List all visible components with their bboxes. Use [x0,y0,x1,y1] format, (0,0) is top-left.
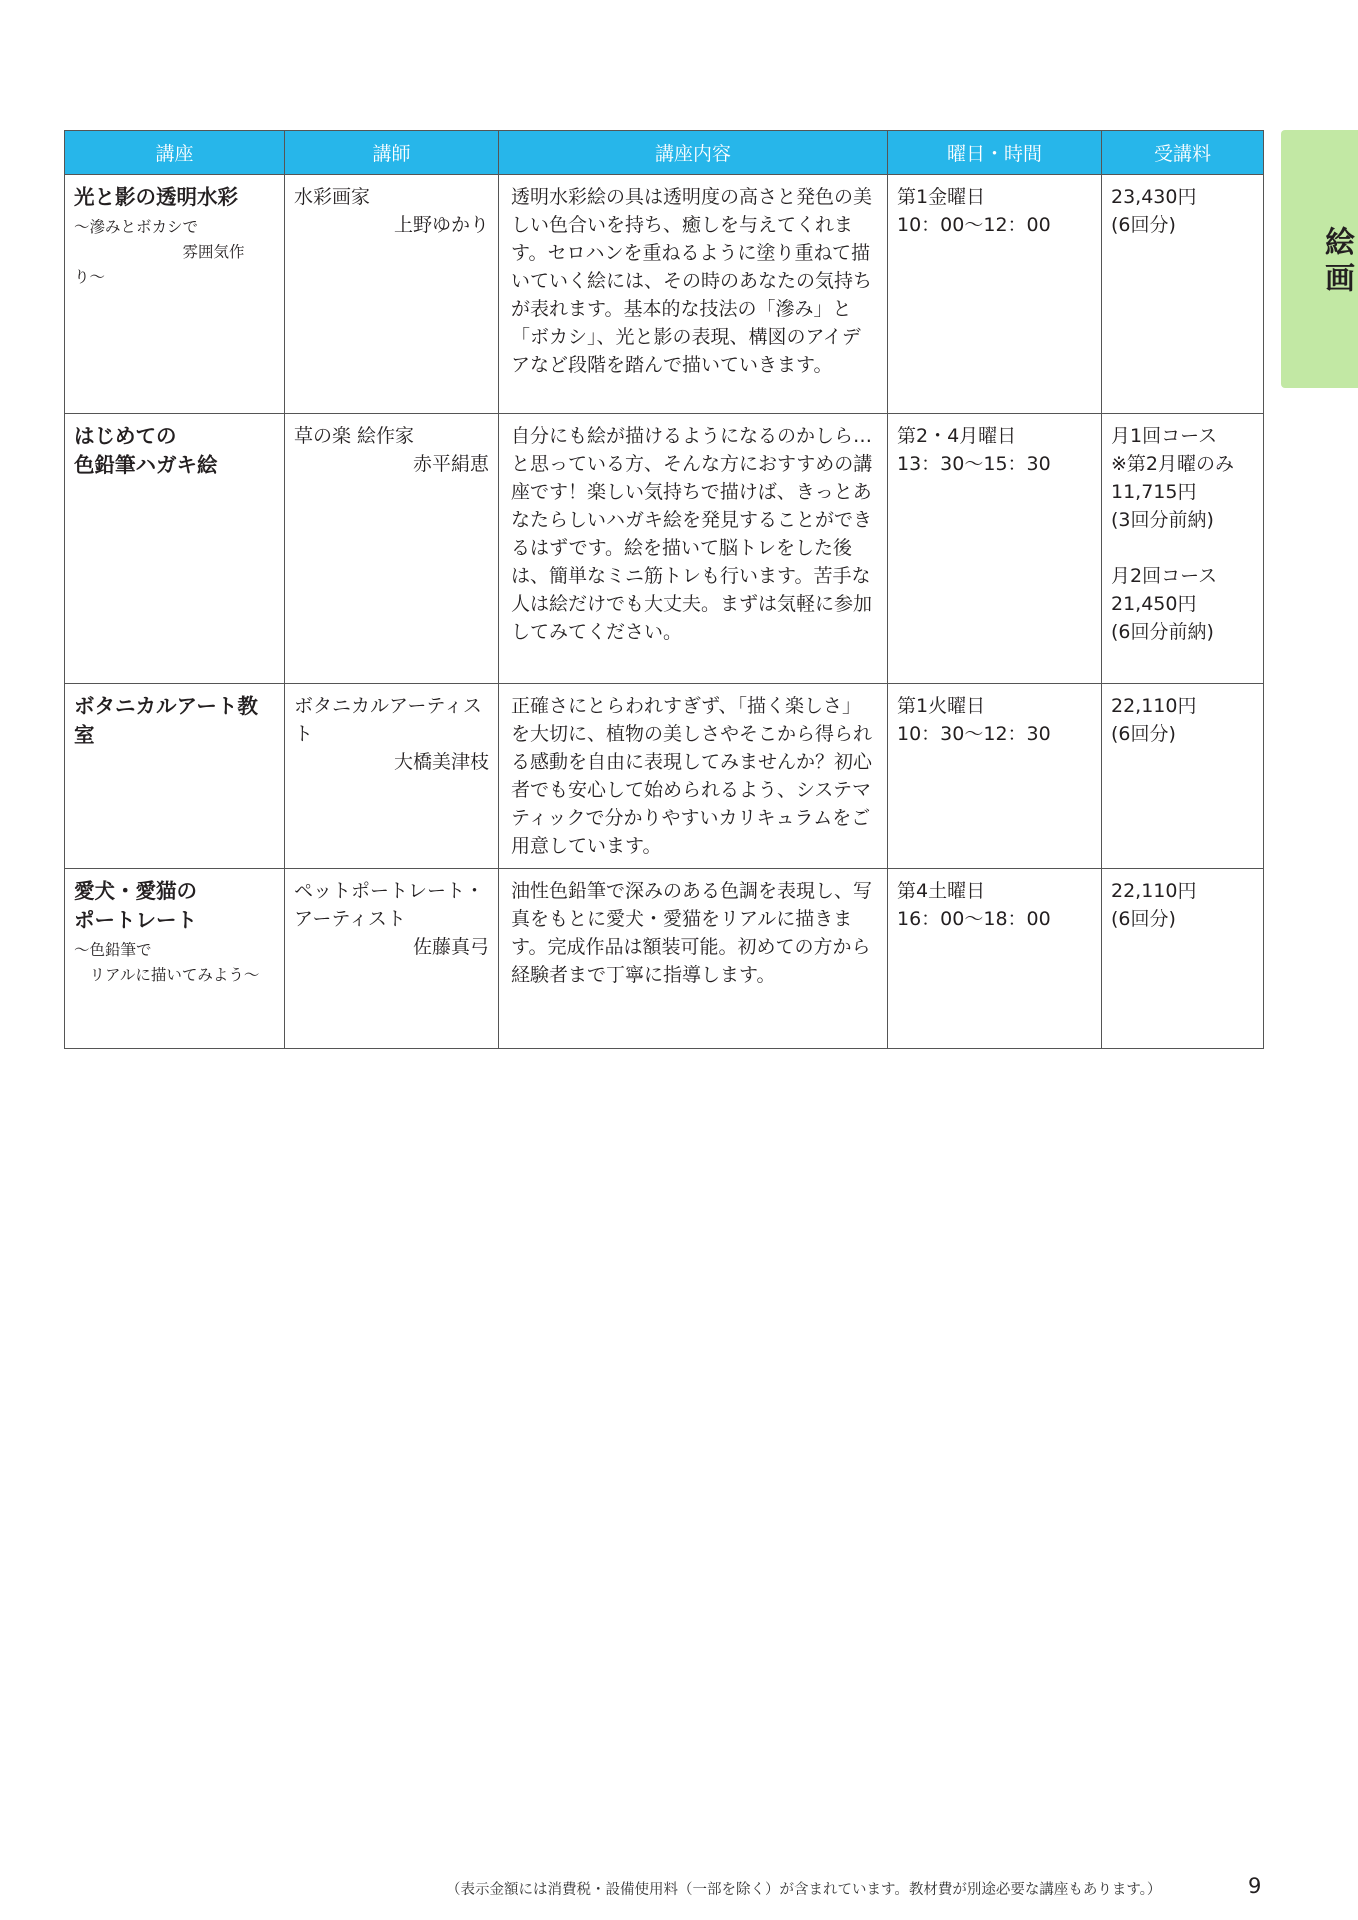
course-fee: 22,110円 (6回分) [1102,684,1264,869]
course-cell [65,684,285,869]
header-instructor: 講師 [285,131,499,175]
instructor-role: 水彩画家 [294,186,371,208]
course-title: 愛犬・愛猫の ポートレート [74,879,197,932]
header-fee: 受講料 [1102,131,1264,175]
header-schedule: 曜日・時間 [888,131,1102,175]
course-title: はじめての 色鉛筆ハガキ絵 [74,424,218,477]
course-schedule: 第1金曜日 10：00〜12：00 [888,175,1102,414]
course-table [64,130,1264,1049]
header-course: 講座 [65,131,285,175]
instructor-name: 佐藤真弓 [412,936,489,958]
table-row [65,869,1264,1049]
instructor-role: ペットポートレート・ アーティスト [294,880,485,930]
course-description: 自分にも絵が描けるようになるのかしら…と思っている方、そんな方におすすめの講座です！楽しい気持ちで描けば、きっとあなたらしいハガキ絵を発見することができるはずです。絵を描いて脳トレをした後は、簡単なミニ筋トレも行います。苦手な人は絵だけでも大丈夫。まずは気軽に参加してみてください。 [499,414,888,684]
instructor-cell [285,869,499,1049]
course-schedule: 第2・4月曜日 13：30〜15：30 [888,414,1102,684]
course-subtitle: 〜滲みとボカシで 雰囲気作り〜 [74,218,245,286]
instructor-cell [285,684,499,869]
page-number: 9 [1248,1874,1262,1898]
course-cell [65,414,285,684]
header-description: 講座内容 [499,131,888,175]
course-subtitle: 〜色鉛筆で リアルに描いてみよう〜 [74,941,260,984]
course-fee: 月1回コース ※第2月曜のみ 11,715円 (3回分前納) 月2回コース 21,450円 (6回分前納) [1102,414,1264,684]
table-row [65,684,1264,869]
course-fee: 22,110円 (6回分) [1102,869,1264,1049]
instructor-role: 草の楽 絵作家 [294,425,415,447]
footer-note: （表示金額には消費税・設備使用料（一部を除く）が含まれています。教材費が別途必要な講座もあります。） [446,1882,1162,1898]
table-row [65,414,1264,684]
course-schedule: 第4土曜日 16：00〜18：00 [888,869,1102,1049]
course-description: 油性色鉛筆で深みのある色調を表現し、写真をもとに愛犬・愛猫をリアルに描きます。完成作品は額装可能。初めての方から経験者まで丁寧に指導します。 [499,869,888,1049]
instructor-cell [285,414,499,684]
course-description: 透明水彩絵の具は透明度の高さと発色の美しい色合いを持ち、癒しを与えてくれます。セロハンを重ねるように塗り重ねて描いていく絵には、その時のあなたの気持ちが表れます。基本的な技法の「滲み」と「ボカシ」、光と影の表現、構図のアイデアなど段階を踏んで描いていきます。 [499,175,888,414]
instructor-name: 赤平絹恵 [412,453,489,475]
course-schedule: 第1火曜日 10：30〜12：30 [888,684,1102,869]
course-description: 正確さにとらわれすぎず、「描く楽しさ」を大切に、植物の美しさやそこから得られる感動を自由に表現してみませんか？初心者でも安心して始められるよう、システマティックで分かりやすいカリキュラムをご用意しています。 [499,684,888,869]
course-title: ボタニカルアート教室 [74,694,258,747]
instructor-name: 大橋美津枝 [393,751,489,773]
category-side-tab [1281,130,1358,388]
instructor-cell [285,175,499,414]
course-fee: 23,430円 (6回分) [1102,175,1264,414]
instructor-role: ボタニカルアーティスト [294,695,482,745]
table-header-row [65,131,1264,175]
category-label: 絵画 [1319,226,1354,298]
course-title: 光と影の透明水彩 [74,185,238,209]
course-cell [65,869,285,1049]
instructor-name: 上野ゆかり [393,214,489,236]
table-row [65,175,1264,414]
course-cell [65,175,285,414]
